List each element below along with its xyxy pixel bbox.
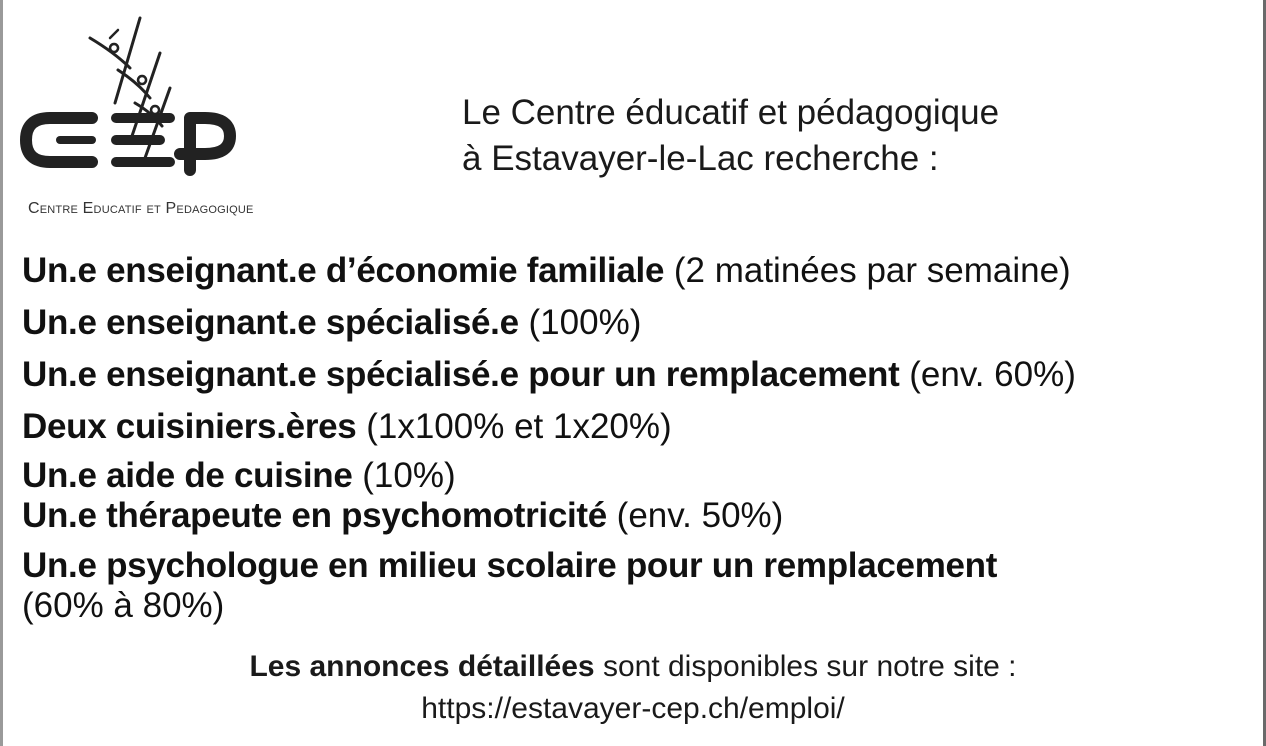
job-item (22, 495, 783, 537)
job-item (22, 455, 456, 497)
cep-logo (20, 8, 350, 223)
job-title: Un.e psychologue en milieu scolaire pour un remplacement (22, 546, 998, 585)
job-detail: (100%) (528, 303, 642, 342)
job-title: Un.e enseignant.e d’économie familiale (22, 251, 665, 290)
cep-logo-mark-icon (20, 8, 350, 208)
job-item (22, 545, 997, 587)
website-link[interactable]: https://estavayer-cep.ch/emploi/ (421, 692, 845, 725)
intro-text (462, 90, 999, 182)
job-title: Un.e thérapeute en psychomotricité (22, 496, 607, 535)
intro-line-2: à Estavayer-le-Lac recherche : (462, 139, 939, 178)
logo-caption: Centre Educatif et Pedagogique (28, 200, 254, 217)
footer-bold: Les annonces détaillées (249, 650, 595, 683)
footer-line (0, 646, 1266, 688)
job-title: Deux cuisiniers.ères (22, 407, 357, 446)
job-detail: (1x100% et 1x20%) (366, 407, 672, 446)
job-item (22, 250, 1071, 292)
footer-rest: sont disponibles sur notre site : (594, 650, 1017, 683)
footer-url-line (0, 688, 1266, 730)
job-title: Un.e enseignant.e spécialisé.e (22, 303, 519, 342)
intro-line-1: Le Centre éducatif et pédagogique (462, 93, 1000, 132)
job-detail: (2 matinées par semaine) (673, 251, 1071, 290)
job-item (22, 406, 672, 448)
job-detail: (60% à 80%) (22, 586, 225, 625)
job-item (22, 354, 1076, 396)
job-item (22, 302, 641, 344)
job-title: Un.e enseignant.e spécialisé.e pour un remplacement (22, 355, 900, 394)
job-title: Un.e aide de cuisine (22, 456, 353, 495)
job-item-continued (22, 585, 224, 627)
job-detail: (env. 50%) (616, 496, 784, 535)
job-detail: (10%) (362, 456, 456, 495)
job-detail: (env. 60%) (909, 355, 1076, 394)
